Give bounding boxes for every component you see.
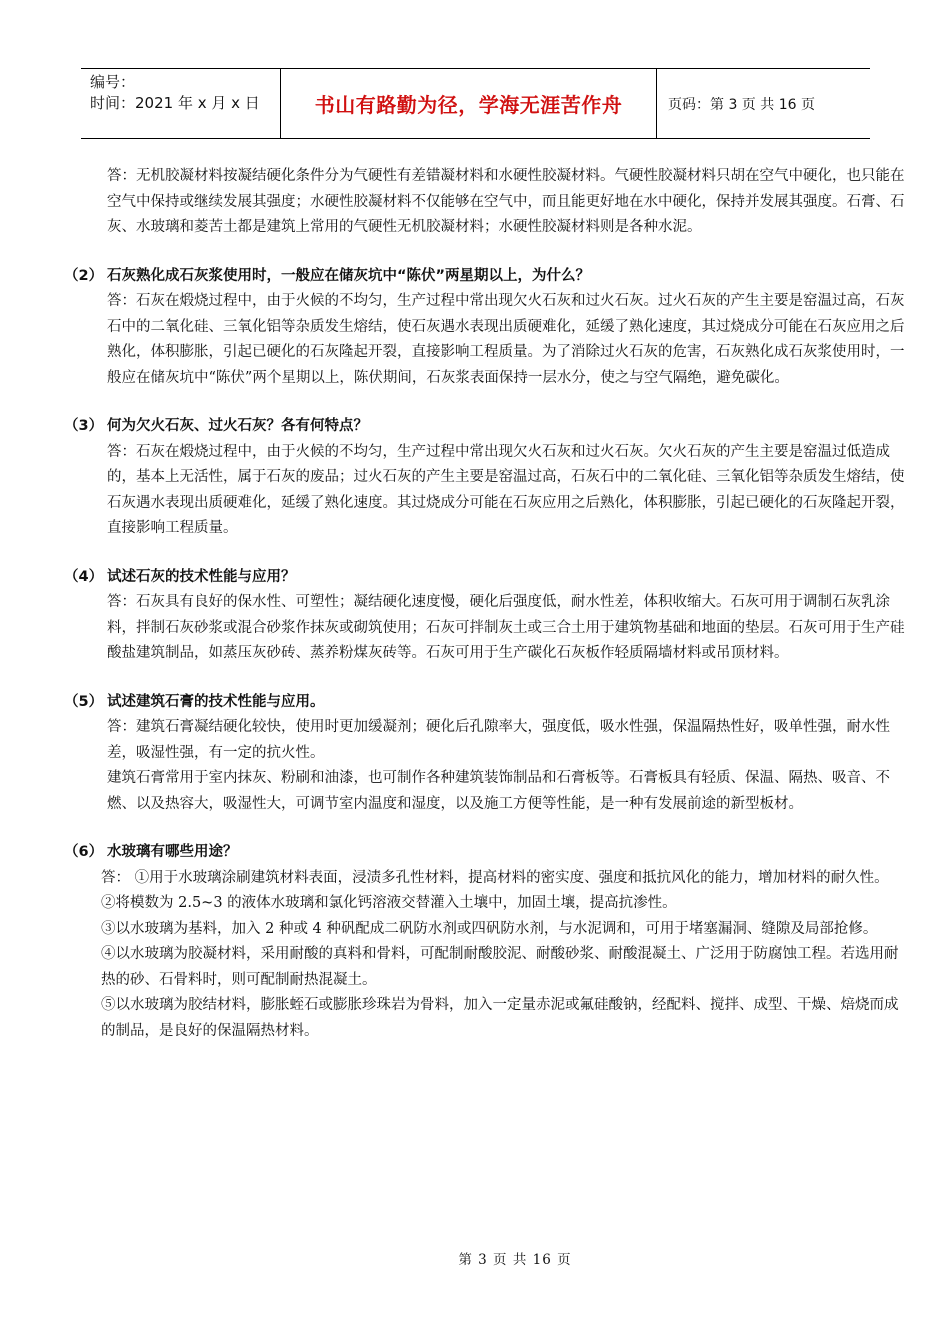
question-2 xyxy=(64,264,910,290)
answer-item: ②将模数为 2.5~3 的液体水玻璃和氯化钙溶液交替灌入土壤中，加固土壤，提高抗渗性。 xyxy=(101,895,677,911)
answer-paragraph: 答：石灰在煅烧过程中，由于火候的不均匀，生产过程中常出现欠火石灰和过火石灰。过火石灰的产生主要是窑温过高，石灰石中的二氧化硅、三氧化铝等杂质发生熔结，使石灰遇水表现出质硬难化，延缓了熟化速度，其过烧成分可能在石灰应用之后熟化，体积膨胀，引起已硬化的石灰隆起开裂，直接影响工程质量。为了消除过火石灰的危害，石灰熟化成石灰浆使用时，一般应在储灰坑中“陈伏”两个星期以上，陈伏期间，石灰浆表面保持一层水分，使之与空气隔绝，避免碳化。 xyxy=(107,293,905,386)
question-number: （6） xyxy=(64,844,104,860)
page-header xyxy=(81,68,870,139)
date-line: 时间：2021 年 x 月 x 日 xyxy=(90,94,260,112)
answer-paragraph: 建筑石膏常用于室内抹灰、粉刷和油漆，也可制作各种建筑装饰制品和石膏板等。石膏板具有轻质、保温、隔热、吸音、不燃、以及热容大，吸湿性大，可调节室内温度和湿度，以及施工方便等性能，是一种有发展前途的新型板材。 xyxy=(107,770,890,812)
answer-paragraph: 答：建筑石膏凝结硬化较快，使用时更加缓凝剂；硬化后孔隙率大，强度低，吸水性强，保温隔热性好，吸单性强，耐水性差，吸湿性强，有一定的抗火性。 xyxy=(107,719,890,761)
question-title: 试述石灰的技术性能与应用？ xyxy=(107,568,296,585)
question-number: （4） xyxy=(64,568,104,585)
answer-paragraph: 答：石灰在煅烧过程中，由于火候的不均匀，生产过程中常出现欠火石灰和过火石灰。欠火石灰的产生主要是窑温过低造成的，基本上无活性，属于石灰的废品；过火石灰的产生主要是窑温过高，石灰石中的二氧化硅、三氧化铝等杂质发生熔结，使石灰遇水表现出质硬难化，延缓了熟化速度。其过烧成分可能在石灰应用之后熟化，体积膨胀，引起已硬化的石灰隆起开裂，直接影响工程质量。 xyxy=(107,443,905,536)
question-5 xyxy=(64,690,910,716)
question-title: 石灰熟化成石灰浆使用时，一般应在储灰坑中“陈伏”两星期以上，为什么？ xyxy=(107,267,591,284)
question-title: 何为欠火石灰、过火石灰？各有何特点？ xyxy=(107,418,368,434)
question-6 xyxy=(64,840,910,866)
header-motto: 书山有路勤为径，学海无涯苦作舟 xyxy=(281,69,657,138)
header-meta xyxy=(81,69,281,138)
question-4 xyxy=(64,565,910,591)
question-title: 水玻璃有哪些用途？ xyxy=(107,844,238,860)
question-number: （5） xyxy=(64,693,104,710)
answer-item: ③以水玻璃为基料，加入 2 种或 4 种矾配成二矾防水剂或四矾防水剂，与水泥调和，可用于堵塞漏洞、缝隙及局部抢修。 xyxy=(101,920,878,937)
answer-paragraph: 答：石灰具有良好的保水性、可塑性；凝结硬化速度慢，硬化后强度低，耐水性差，体积收缩大。石灰可用于调制石灰乳涂料，拌制石灰砂浆或混合砂浆作抹灰或砌筑使用；石灰可拌制灰土或三合土用于建筑物基础和地面的垫层。石灰可用于生产硅酸盐建筑制品，如蒸压灰砂砖、蒸养粉煤灰砖等。石灰可用于生产碳化石灰板作轻质隔墙材料或吊顶材料。 xyxy=(107,594,905,661)
intro-answer: 答：无机胶凝材料按凝结硬化条件分为气硬性有差错凝材料和水硬性胶凝材料。气硬性胶凝材料只胡在空气中硬化，也只能在空气中保持或继续发展其强度；水硬性胶凝材料不仅能够在空气中，而且能更好地在水中硬化，保持并发展其强度。石膏、石灰、水玻璃和菱苦土都是建筑上常用的气硬性无机胶凝材料；水硬性胶凝材料则是各种水泥。 xyxy=(107,168,905,235)
answer-item: ④以水玻璃为胶凝材料，采用耐酸的真料和骨料，可配制耐酸胶泥、耐酸砂浆、耐酸混凝土、广泛用于防腐蚀工程。若选用耐热的砂、石骨料时，则可配制耐热混凝土。 xyxy=(101,946,899,988)
question-number: （2） xyxy=(64,267,104,284)
answer-item: 答： ①用于水玻璃涂刷建筑材料表面，浸渍多孔性材料，提高材料的密实度、强度和抵抗风化的能力，增加材料的耐久性。 xyxy=(101,869,889,886)
number-label: 编号： xyxy=(90,73,136,91)
question-title: 试述建筑石膏的技术性能与应用。 xyxy=(107,693,325,710)
answer-item: ⑤以水玻璃为胶结材料，膨胀蛭石或膨胀珍珠岩为骨料，加入一定量赤泥或氟硅酸钠，经配料、搅拌、成型、干燥、焙烧而成的制品，是良好的保温隔热材料。 xyxy=(101,997,899,1039)
page-footer: 第 3 页 共 16 页 xyxy=(458,1252,572,1268)
document-body xyxy=(64,164,910,1044)
question-number: （3） xyxy=(64,418,104,434)
question-3 xyxy=(64,414,910,440)
header-page-info: 页码：第 3 页 共 16 页 xyxy=(668,96,815,113)
